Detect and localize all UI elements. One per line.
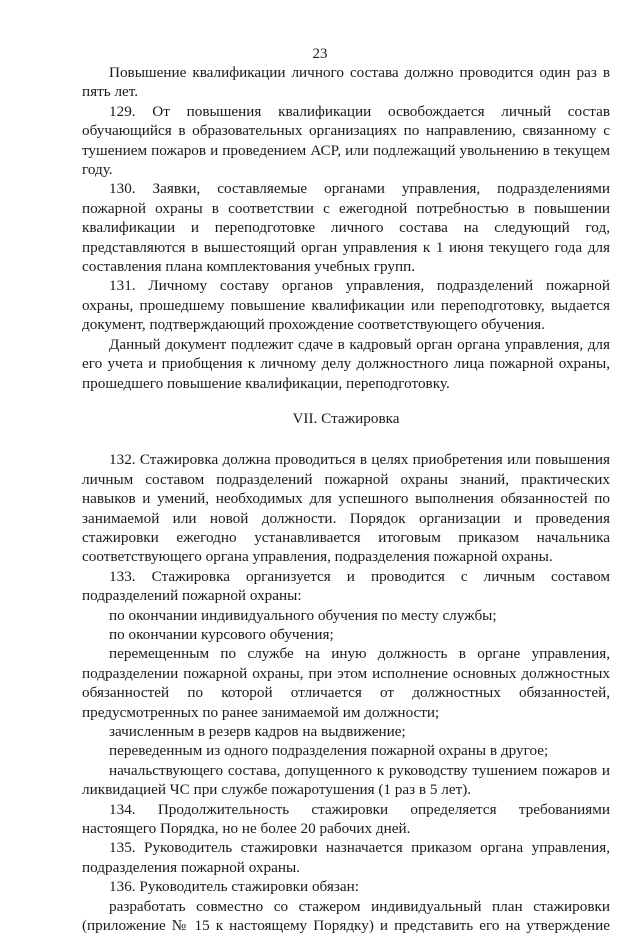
list-item: начальствующего состава, допущенного к руководству тушением пожаров и ликвидацией ЧС при службе пожаротушения (1 раз в 5 лет). [82,761,610,799]
list-item: по окончании индивидуального обучения по месту службы; [109,606,497,624]
paragraph: 134. Продолжительность стажировки определяется требованиями настоящего Порядка, но не более 20 рабочих дней. [82,800,610,838]
page-number: 23 [312,46,328,62]
paragraph: 130. Заявки, составляемые органами управления, подразделениями пожарной охраны в соответствии с ежегодной потребностью в повышении квалификации и переподготовке личного состава на следующий год, представляются в вышестоящий орган управления к 1 июня текущего года для составления плана комплектования учебных групп. [82,180,610,276]
paragraph: 129. От повышения квалификации освобождается личный состав обучающийся в образовательных организациях по направлению, связанному с тушением пожаров и проведением АСР, или подлежащий увольнению в текущем году. [82,102,610,179]
document-body [82,63,610,935]
list-item: переведенным из одного подразделения пожарной охраны в другое; [109,742,549,760]
paragraph: Повышение квалификации личного состава должно проводится один раз в пять лет. [82,64,610,101]
paragraph: 135. Руководитель стажировки назначается приказом органа управления, подразделения пожарной охраны. [82,839,610,876]
paragraph: 131. Личному составу органов управления, подразделений пожарной охраны, прошедшему повышение квалификации или переподготовку, выдается документ, подтверждающий прохождение соответствующего обучения. [82,277,610,334]
paragraph: 136. Руководитель стажировки обязан: [109,878,359,896]
list-item: перемещенным по службе на иную должность в органе управления, подразделении пожарной охраны, при этом исполнение основных должностных обязанностей по которой отличается от должностных обязанностей, предусмотренных по ранее занимаемой им должности; [82,645,610,721]
paragraph: 133. Стажировка организуется и проводится с личным составом подразделений пожарной охраны: [82,567,610,605]
list-item: зачисленным в резерв кадров на выдвижение; [109,723,406,740]
paragraph: Данный документ подлежит сдаче в кадровый орган органа управления, для его учета и приобщения к личному делу должностного лица пожарной охраны, прошедшего повышение квалификации, переподготовку. [82,335,610,392]
list-item: по окончании курсового обучения; [109,625,334,643]
paragraph: 132. Стажировка должна проводиться в целях приобретения или повышения личным составом подразделений пожарной охраны знаний, практических навыков и умений, необходимых для успешного выполнения обязанностей по занимаемой или новой должности. Порядок организации и проведения стажировки ежегодно устанавливается итоговым приказом начальника соответствующего органа управления, подразделения пожарной охраны. [82,451,610,566]
section-title: VII. Стажировка [292,409,400,427]
paragraph: разработать совместно со стажером индивидуальный план стажировки (приложение № 15 к настоящему Порядку) и представить его на утверждение [82,897,610,935]
